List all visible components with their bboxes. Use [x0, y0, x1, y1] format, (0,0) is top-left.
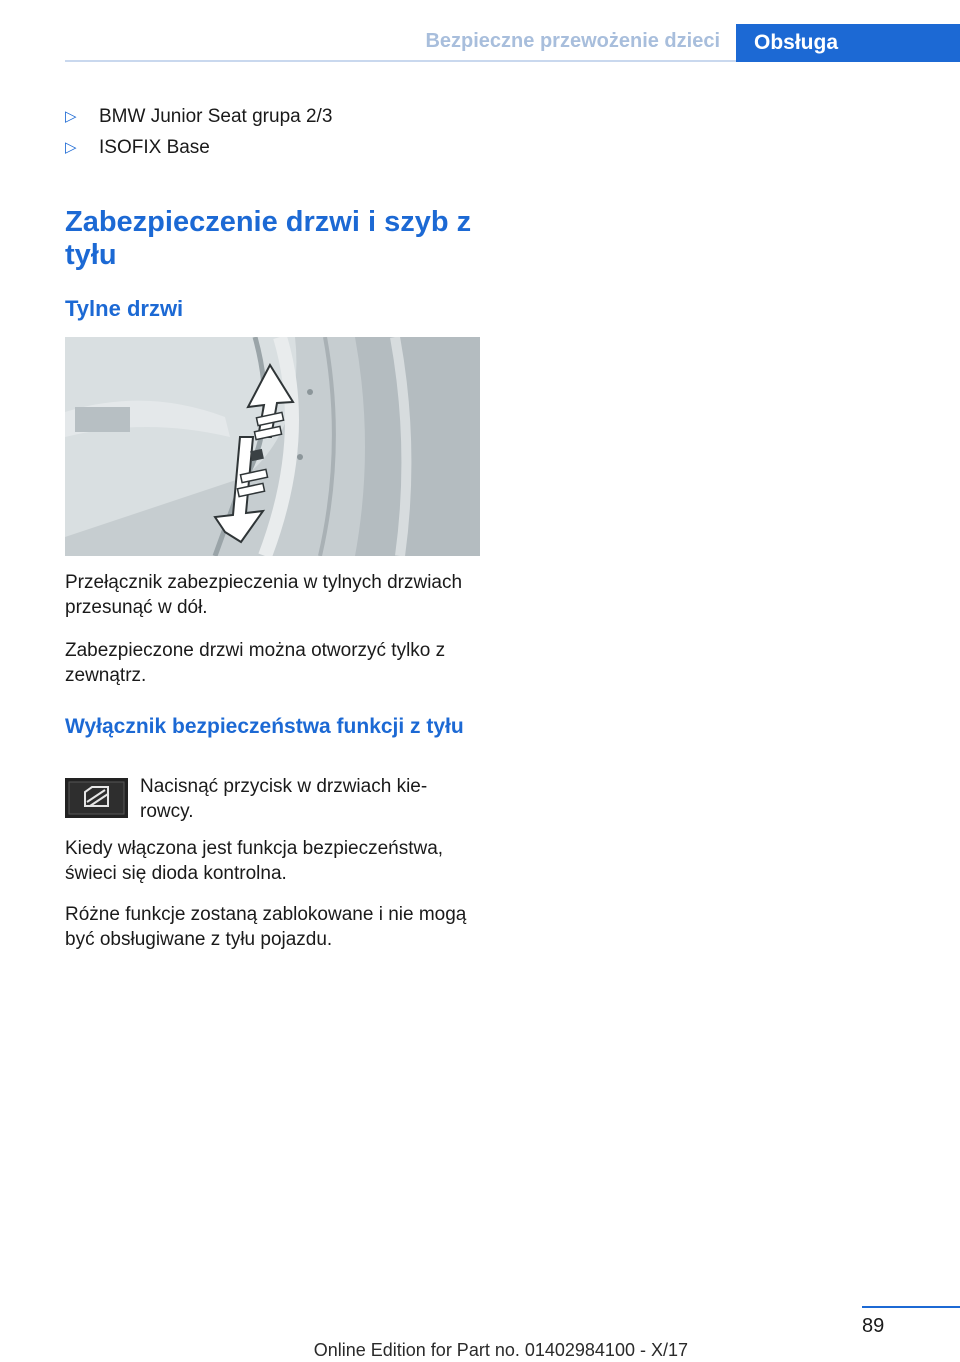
triangle-bullet-icon: ▷ — [65, 139, 77, 156]
page-number: 89 — [862, 1315, 885, 1337]
section-title: Zabezpieczenie drzwi i szyb z tyłu — [65, 206, 472, 271]
paragraph-functions-blocked: Różne funkcje zostaną zablokowane i nie mogą być obsługiwane z tyłu pojazdu. — [65, 904, 467, 950]
paragraph-press-button: Nacisnąć przycisk w drzwiach kie-rowcy. — [140, 776, 428, 822]
list-item — [65, 135, 332, 166]
edition-footer: Online Edition for Part no. 01402984100 - X/17 — [313, 1340, 688, 1360]
header-chapter-tab[interactable]: Obsługa — [736, 24, 960, 62]
list-item-text: BMW Junior Seat grupa 2/3 — [99, 106, 333, 127]
header-section-title: Bezpieczne przewożenie dzieci — [425, 30, 720, 52]
bullet-list — [65, 104, 332, 166]
subsection-heading-safety-switch: Wyłącznik bezpieczeństwa funkcji z tyłu — [65, 715, 464, 738]
subsection-heading-rear-doors: Tylne drzwi — [65, 296, 184, 321]
footer-rule — [862, 1306, 960, 1308]
window-lock-button-icon — [65, 778, 128, 818]
paragraph-indicator-light: Kiedy włączona jest funkcja bezpieczeństwa, świeci się dioda kontrolna. — [65, 838, 444, 884]
triangle-bullet-icon: ▷ — [65, 108, 77, 125]
door-child-lock-illustration — [65, 337, 480, 556]
paragraph-rear-lock-instruction: Przełącznik zabezpieczenia w tylnych drzwiach przesunąć w dół. — [65, 572, 463, 618]
list-item — [65, 104, 332, 135]
list-item-text: ISOFIX Base — [99, 137, 210, 158]
paragraph-rear-lock-note: Zabezpieczone drzwi można otworzyć tylko z zewnątrz. — [65, 640, 446, 686]
